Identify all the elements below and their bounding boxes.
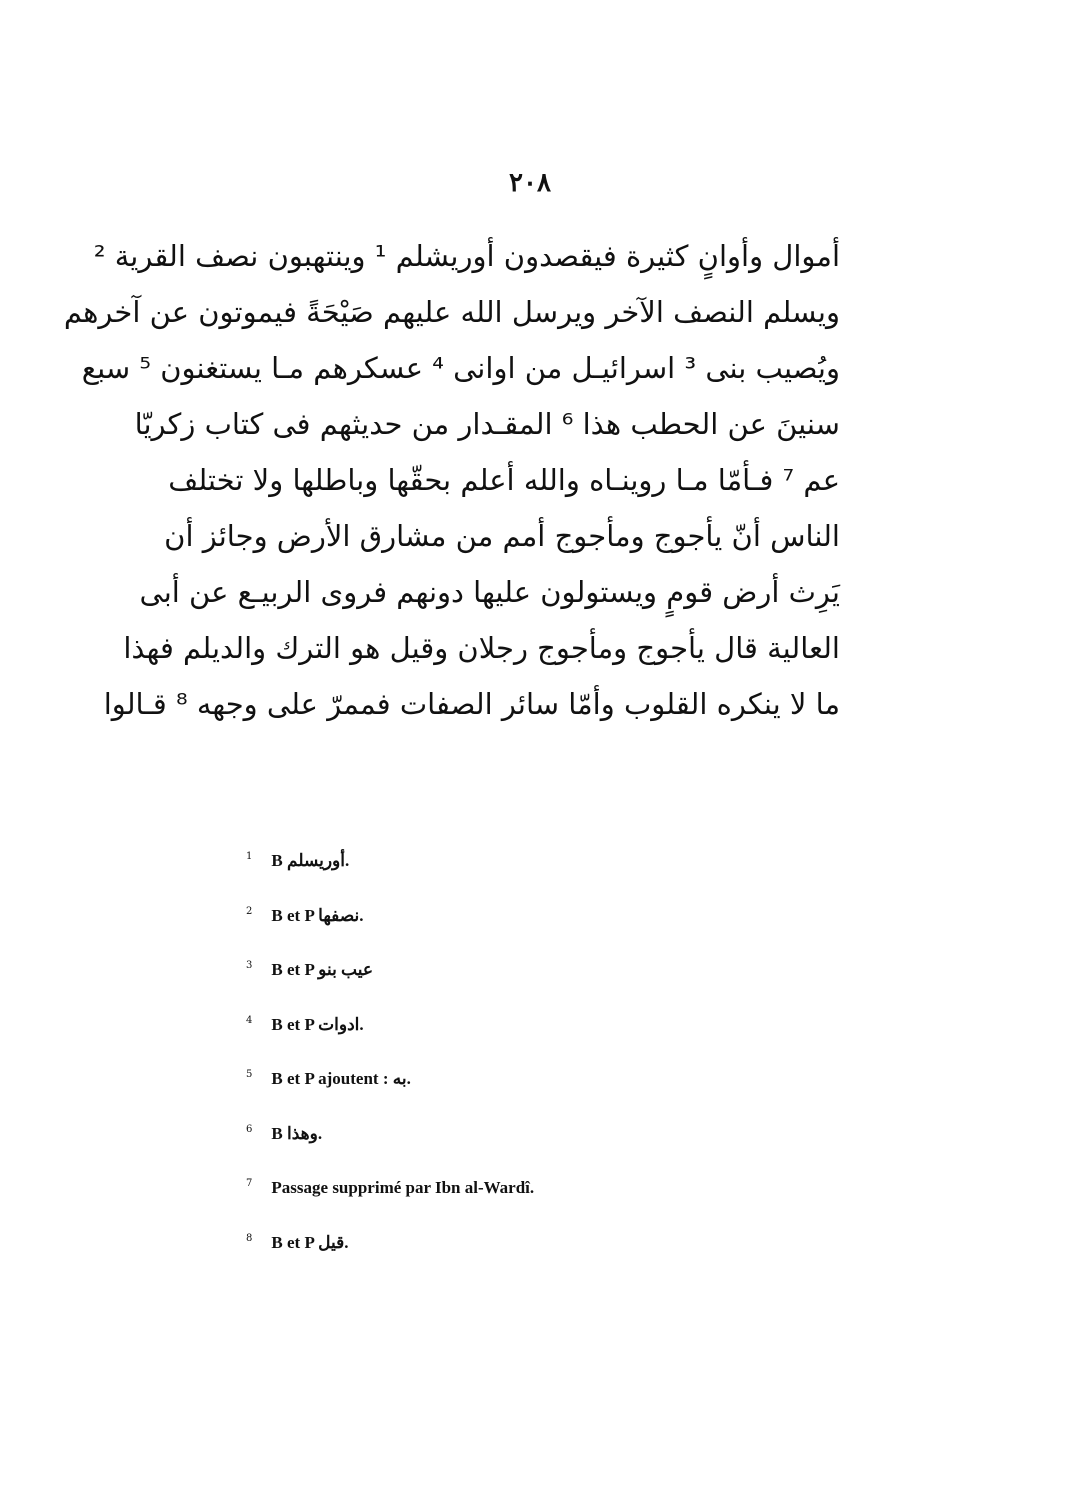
footnote xyxy=(246,901,746,956)
footnote-text: B et P قيل. xyxy=(271,1232,349,1252)
footnotes xyxy=(246,846,746,1282)
footnote xyxy=(246,846,746,901)
footnote xyxy=(246,1228,746,1283)
footnote-number: 7 xyxy=(246,1178,253,1190)
footnote-text: B et P نصفها. xyxy=(271,905,364,925)
footnote-number: 8 xyxy=(246,1232,253,1244)
footnote-text: B et P عيب بنو xyxy=(271,960,374,979)
footnote xyxy=(246,1173,746,1228)
text-line: سنينَ عن الحطب هذا ⁶ المقـدار من حديثهم فى كتاب زكريّا xyxy=(134,407,840,441)
text-line: أموال وأوانٍ كثيرة فيقصدون أوريشلم ¹ وينتهبون نصف القرية ² xyxy=(93,239,840,273)
footnote-text: Passage supprimé par Ibn al-Wardî. xyxy=(271,1178,535,1197)
text-line: الناس أنّ يأجوج ومأجوج أمم من مشارق الأرض وجائز أن xyxy=(164,519,840,553)
footnote-text: B et P ajoutent : به. xyxy=(271,1069,411,1088)
text-line: يَرِث أرض قومٍ ويستولون عليها دونهم فروى الربيـع عن أبى xyxy=(139,575,840,609)
footnote-number: 1 xyxy=(246,851,253,863)
footnote-number: 2 xyxy=(246,905,253,917)
text-line: ما لا ينكره القلوب وأمّا سائر الصفات فممرّ على وجهه ⁸ قـالوا xyxy=(103,687,840,721)
footnote-number: 3 xyxy=(246,960,253,972)
footnote xyxy=(246,1010,746,1065)
footnote-text: B وهذا. xyxy=(271,1123,323,1143)
footnote xyxy=(246,1119,746,1174)
main-text-block xyxy=(63,228,840,732)
footnote-text: B et P ادوات. xyxy=(271,1014,364,1034)
footnote-text: B أوريسلم. xyxy=(271,851,350,870)
text-line: العالية قال يأجوج ومأجوج رجلان وقيل هو الترك والديلم فهذا xyxy=(123,631,840,665)
text-line: ويُصيب بنى ³ اسرائيـل من اوانى ⁴ عسكرهم مـا يستغنون ⁵ سبع xyxy=(81,351,840,385)
page-number: ٢٠٨ xyxy=(509,168,551,198)
text-line: عم ⁷ فـأمّا مـا روينـاه والله أعلم بحقّها وباطلها ولا تختلف xyxy=(168,463,840,497)
text-line: ويسلم النصف الآخر ويرسل الله عليهم صَيْحَةً فيموتون عن آخرهم xyxy=(63,295,840,329)
footnote-number: 5 xyxy=(246,1069,253,1081)
footnote-number: 6 xyxy=(246,1123,253,1135)
footnote xyxy=(246,955,746,1010)
footnote-number: 4 xyxy=(246,1014,253,1026)
footnote xyxy=(246,1064,746,1119)
